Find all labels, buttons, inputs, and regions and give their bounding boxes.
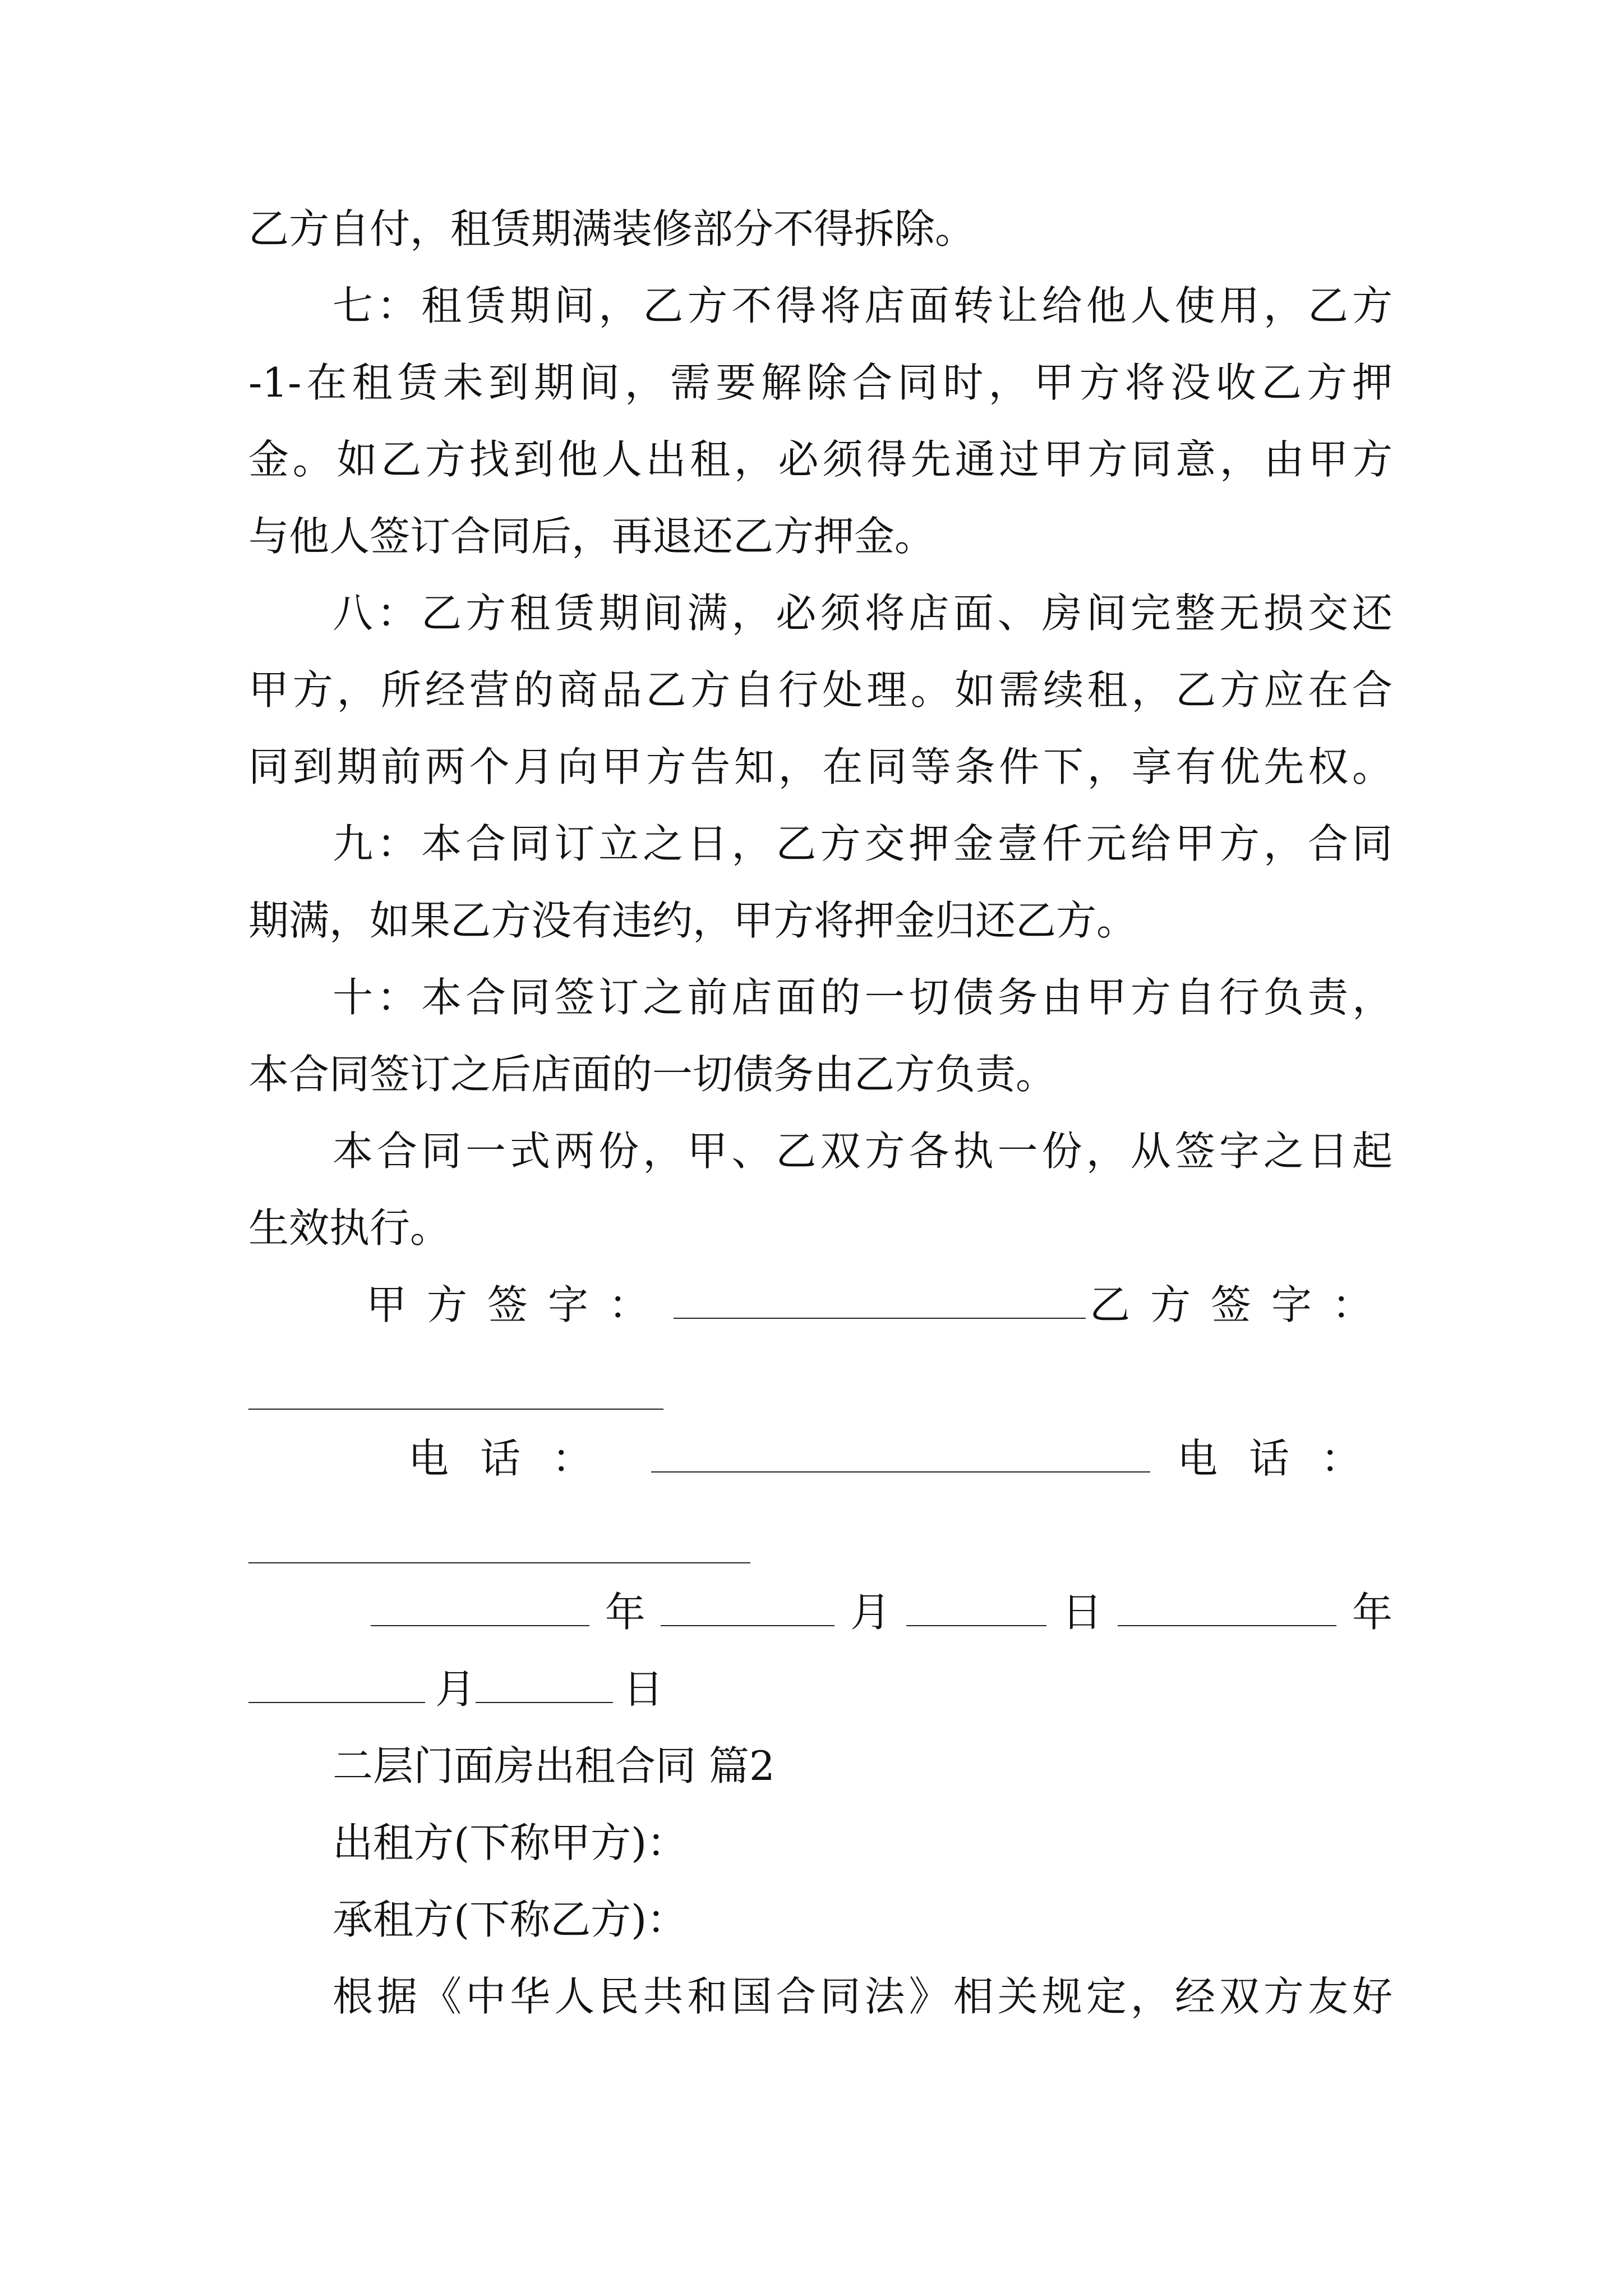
date-row — [248, 1574, 1393, 1651]
paragraph-line: 乙方自付，租赁期满装修部分不得拆除。 — [248, 205, 976, 252]
party-a-phone-blank — [651, 1440, 1150, 1473]
closing-line: 生效执行。 — [248, 1204, 451, 1251]
signature-row — [248, 1267, 1393, 1343]
party-a-phone-label: 电话： — [408, 1435, 624, 1482]
document-body — [248, 191, 1393, 2035]
party-a-day-blank — [906, 1594, 1046, 1626]
clause-9-line: 九：本合同订立之日，乙方交押金壹仟元给甲方，合同 — [333, 820, 1393, 867]
clause-10-line: 本合同签订之后店面的一切债务由乙方负责。 — [248, 1051, 1057, 1098]
lessee-line: 承租方(下称乙方)： — [333, 1896, 688, 1943]
clause-7-line: -1-在租赁未到期间，需要解除合同时，甲方将没收乙方押 — [248, 359, 1393, 406]
party-b-month-blank — [248, 1671, 425, 1703]
month-label: 月 — [435, 1665, 476, 1713]
date-row-continued — [248, 1651, 1393, 1728]
party-b-phone-blank — [248, 1531, 750, 1563]
clause-9-line: 期满，如果乙方没有违约，甲方将押金归还乙方。 — [248, 897, 1137, 944]
phone-blank-line — [248, 1497, 1393, 1574]
clause-8-line: 同到期前两个月向甲方告知，在同等条件下，享有优先权。 — [248, 743, 1393, 790]
lessor-line: 出租方(下称甲方)： — [333, 1819, 688, 1866]
clause-7-line: 与他人签订合同后，再退还乙方押金。 — [248, 513, 935, 560]
signature-blank-line — [248, 1343, 1393, 1420]
clause-10-line: 十：本合同签订之前店面的一切债务由甲方自行负责， — [333, 974, 1393, 1021]
month-label: 月 — [850, 1589, 891, 1636]
party-a-signature-label: 甲方签字： — [366, 1281, 670, 1328]
day-label: 日 — [623, 1665, 664, 1713]
party-a-month-blank — [661, 1594, 834, 1626]
party-b-year-blank — [1118, 1594, 1336, 1626]
section-2-title: 二层门面房出租合同 篇2 — [333, 1742, 775, 1789]
clause-7-line: 金。如乙方找到他人出租，必须得先通过甲方同意，由甲方 — [248, 436, 1393, 483]
clause-8-line: 甲方，所经营的商品乙方自行处理。如需续租，乙方应在合 — [248, 666, 1393, 714]
clause-8-line: 八：乙方租赁期间满，必须将店面、房间完整无损交还 — [333, 590, 1393, 637]
intro-line: 根据《中华人民共和国合同法》相关规定，经双方友好 — [333, 1973, 1393, 2020]
party-a-year-blank — [371, 1594, 589, 1626]
year-label: 年 — [1352, 1589, 1393, 1636]
clause-7-line: 七：租赁期间，乙方不得将店面转让给他人使用，乙方 — [333, 282, 1393, 329]
day-label: 日 — [1062, 1589, 1103, 1636]
closing-line: 本合同一式两份，甲、乙双方各执一份，从签字之日起 — [333, 1128, 1393, 1175]
phone-row — [248, 1420, 1393, 1497]
party-b-signature-blank — [248, 1377, 663, 1410]
year-label: 年 — [605, 1589, 645, 1636]
party-b-phone-label: 电话： — [1177, 1435, 1393, 1482]
party-a-signature-blank — [674, 1286, 1086, 1319]
party-b-day-blank — [476, 1671, 613, 1703]
party-b-signature-label: 乙方签字： — [1089, 1281, 1393, 1328]
